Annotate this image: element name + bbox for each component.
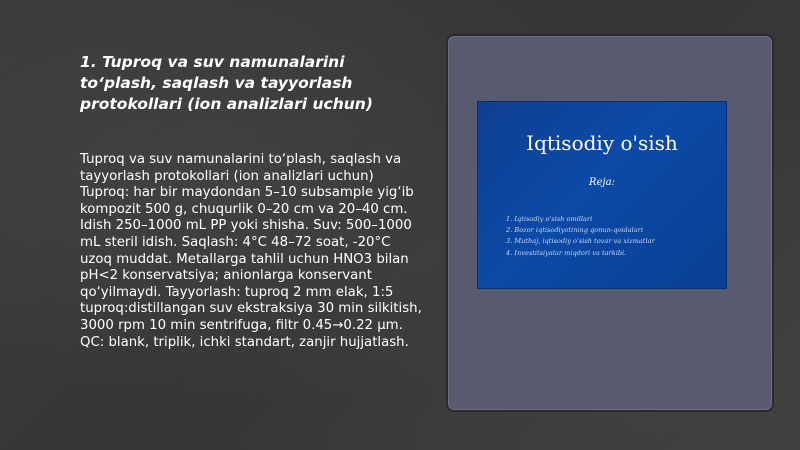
embedded-slide-list-item: 2. Bozor iqtisodiyotining qonun-qoidalari	[506, 226, 643, 235]
embedded-slide-list-item: 3. Muthaj, iqtisodiy o'sish tovar va xizmatlar	[506, 237, 655, 246]
embedded-slide-list-item: 1. Iqtisodiy o'sish omillari	[506, 215, 593, 223]
embedded-slide-title: Iqtisodiy o'sish	[526, 131, 678, 155]
slide-body-text: Tuproq va suv namunalarini to‘plash, saqlash va tayyorlash protokollari (ion analizlari uchun) Tuproq: har bir maydondan 5–10 subsample yig‘ib kompozit 500 g, chuqurlik 0–20 cm va 20–40 cm. Idish 250–1000 mL PP yoki shisha. Suv: 500–1000 mL steril idish. Saqlash: 4°C 48–72 soat, -20°C uzoq muddat. Metallarga tahlil uchun HNO3 bilan pH<2 konservatsiya; anionlarga konservant qo‘yilmaydi. Tayyorlash: tuproq 2 mm elak, 1:5 tuproq:distillangan suv ekstraksiya 30 min silkitish, 3000 rpm 10 min sentrifuga, filtr 0.45→0.22 µm. QC: blank, triplik, ichki standart, zanjir hujjatlash.	[80, 152, 422, 350]
slide-title: 1. Tuproq va suv namunalarini to‘plash, saqlash va tayyorlash protokollari (ion analizlari uchun)	[80, 53, 373, 113]
embedded-slide-list	[506, 214, 716, 259]
slide-image-frame	[446, 34, 774, 412]
embedded-slide-list-item: 4. Investitsiyalar miqdori va tarkibi.	[506, 248, 627, 257]
embedded-slide-subtitle: Reja:	[589, 177, 615, 188]
embedded-slide-image	[477, 101, 727, 289]
